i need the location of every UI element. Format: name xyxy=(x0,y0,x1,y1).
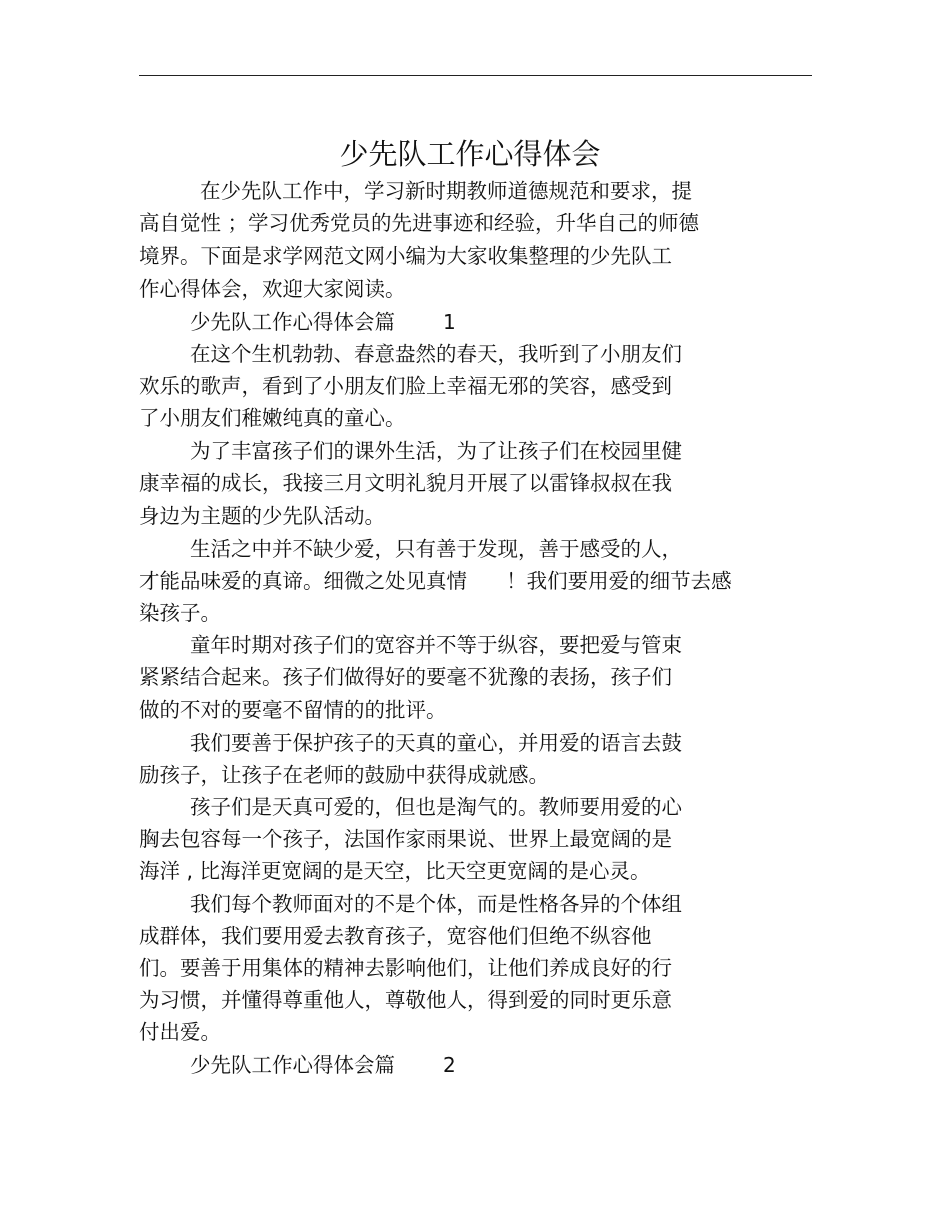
body-line: 才能品味爱的真谛。细微之处见真情 ！我们要用爱的细节去感 xyxy=(139,569,732,593)
body-line: 童年时期对孩子们的宽容并不等于纵容，要把爱与管束 xyxy=(190,633,682,657)
section-number-1: 1 xyxy=(443,310,456,334)
body-line: 我们每个教师面对的不是个体，而是性格各异的个体组 xyxy=(190,892,682,916)
body-line: 在这个生机勃勃、春意盎然的春天，我听到了小朋友们 xyxy=(190,342,682,366)
body-line: 在少先队工作中，学习新时期教师道德规范和要求，提 xyxy=(200,179,692,203)
body-line: 励孩子，让孩子在老师的鼓励中获得成就感。 xyxy=(139,763,549,787)
body-line: 为了丰富孩子们的课外生活，为了让孩子们在校园里健 xyxy=(190,439,682,463)
body-line: 欢乐的歌声，看到了小朋友们脸上幸福无邪的笑容，感受到 xyxy=(139,374,672,398)
body-line: 身边为主题的少先队活动。 xyxy=(139,504,385,528)
body-line: 成群体，我们要用爱去教育孩子，宽容他们但绝不纵容他 xyxy=(139,924,652,948)
section-heading-1: 少先队工作心得体会篇 xyxy=(190,310,395,334)
section-number-2: 2 xyxy=(443,1053,456,1077)
body-line: 康幸福的成长，我接三月文明礼貌月开展了以雷锋叔叔在我 xyxy=(139,471,672,495)
body-line: 染孩子。 xyxy=(139,601,221,625)
body-line: 付出爱。 xyxy=(139,1020,221,1044)
body-line: 孩子们是天真可爱的，但也是淘气的。教师要用爱的心 xyxy=(190,795,682,819)
body-line: 为习惯，并懂得尊重他人，尊敬他人，得到爱的同时更乐意 xyxy=(139,988,672,1012)
body-line: 境界。下面是求学网范文网小编为大家收集整理的少先队工 xyxy=(139,244,672,268)
header-rule xyxy=(139,75,812,76)
body-line: 了小朋友们稚嫩纯真的童心。 xyxy=(139,406,406,430)
body-line: 做的不对的要毫不留情的的批评。 xyxy=(139,698,447,722)
body-line: 高自觉性 ；学习优秀党员的先进事迹和经验，升华自己的师德 xyxy=(139,211,700,235)
body-line: 作心得体会，欢迎大家阅读。 xyxy=(139,277,406,301)
section-heading-2: 少先队工作心得体会篇 xyxy=(190,1053,395,1077)
body-line: 生活之中并不缺少爱，只有善于发现，善于感受的人， xyxy=(190,537,682,561)
body-line: 们。要善于用集体的精神去影响他们，让他们养成良好的行 xyxy=(139,956,672,980)
body-line: 胸去包容每一个孩子，法国作家雨果说、世界上最宽阔的是 xyxy=(139,827,672,851)
body-line: 海洋 , 比海洋更宽阔的是天空，比天空更宽阔的是心灵。 xyxy=(139,859,651,883)
page-title: 少先队工作心得体会 xyxy=(339,137,601,171)
body-line: 紧紧结合起来。孩子们做得好的要毫不犹豫的表扬，孩子们 xyxy=(139,665,672,689)
body-line: 我们要善于保护孩子的天真的童心，并用爱的语言去鼓 xyxy=(190,731,682,755)
